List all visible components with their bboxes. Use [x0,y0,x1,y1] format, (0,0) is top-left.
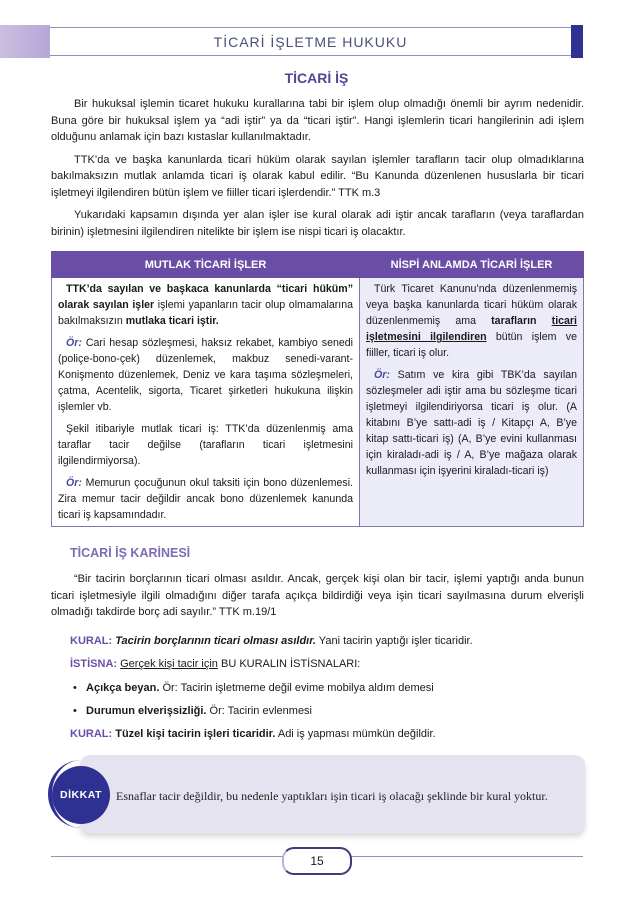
rule-1: KURAL: Tacirin borçlarının ticari olması asıldır. Yani tacirin yaptığı işler ticaridir. [70,635,473,647]
list-item: • Açıkça beyan. Ör: Tacirin işletmeme değil evime mobilya aldım demesi [73,682,434,694]
header-rule-bottom [50,55,571,56]
footer-rule-left [51,856,283,857]
absolute-cell: TTK’da sayılan ve başkaca kanunlarda “ticari hüküm” olarak sayılan işler işlemi yapanların tacir olup olmamalarına bakılmaksızın mutlaka ticari iştir. Ör: Cari hesap sözleşmesi, haksız rekabet, kambiyo senedi (poliçe-bono-çek) düzenlemek, makbuz senedi-varant-Konişmento düzenlemek, Deniz ve kara taşıma sözleşmeleri, çatma, Acentelik, sigorta, Ticaret şirketleri hukukuna ilişkin işlemler vb. Şekil itibariyle mutlak ticari iş: TTK’da düzenlenmiş ama taraflar tacir değilse (tarafların ticari işletmesini ilgilendirmiyorsa). Ör: Memurun çocuğunun okul taksiti için bono düzenlemesi. Zira memur tacir değildir ancak bono düzenlemek kanunda ticari iş kapsamındadır. [52,278,360,527]
example-label: Ör: [66,337,82,349]
example-label: Ör: [374,369,390,381]
exception: İSTİSNA: Gerçek kişi tacir için BU KURALIN İSTİSNALARI: [70,658,361,670]
running-header: TİCARİ İŞLETME HUKUKU [213,34,408,50]
header-accent-right [571,25,583,58]
comparison-table [51,251,584,527]
example-label: Ör: [66,477,82,489]
intro-paragraph: Bir hukuksal işlemin ticaret hukuku kurallarına tabi bir işlem olup olmadığı önemli bir ayrım nedenidir. Buna göre bir hukuksal işlem ya “adi iştir” ya da “ticari iştir”. Hangi işlemlerin ticari hangilerinin adi işlem olduğunu anlamak için bazı kıstaslar kullanılmaktadır. [51,98,584,143]
header-accent-left [0,25,50,58]
attention-badge: DİKKAT [52,766,110,824]
karine-quote: “Bir tacirin borçlarının ticari olması asıldır. Ancak, gerçek kişi olan bir tacir, işlemi yaptığı anda bunun ticari işletmesiyle ilgili olmadığını diğer tarafa açıkça bildirdiği veya işin ticari sayılmasına durum elverişli olmadığı takdirde borç adi sayılır.” TTK m.19/1 [51,573,584,618]
intro-paragraph: TTK’da ve başka kanunlarda ticari hüküm olarak sayılan işlemler tarafların tacir olup olmadıklarına bakılmaksızın mutlak anlamda ticari iş olarak kabul edilir. “Bu Kanunda düzenlenen hususlarla bir ticari işletmeyi ilgilendiren bütün işlem ve fiiller ticari işlerdendir.” TTK m.3 [51,153,584,199]
relative-cell: Türk Ticaret Kanunu’nda düzenlenmemiş veya başka kanunlarda ticari hüküm olarak düzenlenmemiş ama tarafların ticari işletmesini ilgilendiren bütün işlem ve fiiller, ticari iş olur. Ör: Satım ve kira gibi TBK’da sayılan sözleşmeler adi iştir ama bu sözleşme ticari işletmeyi ilgilendiriyorsa ticari iş olur. (A kitabını B’ye sattı-adi iş / Kitapçı A, B’ye kitap sattı-ticari iş) (A, B’ye evini kullanması için kiraladı-adi iş / A, B’ye mağaza olarak kullanması için işyerini kiraladı-ticari iş) [360,278,584,527]
subsection-title: TİCARİ İŞ KARİNESİ [70,546,191,560]
header-rule-top [50,27,571,28]
intro-text [51,96,584,246]
intro-paragraph: Yukarıdaki kapsamın dışında yer alan işler ise kural olarak adi iştir ancak tarafların (veya taraflardan birinin) işletmesini ilgilendiren nitelikte bir işlem ise nispi ticari iş olacaktır. [51,209,584,238]
table-header-relative: NİSPİ ANLAMDA TİCARİ İŞLER [360,252,584,278]
table-header-absolute: MUTLAK TİCARİ İŞLER [52,252,360,278]
footer-rule-right [350,856,583,857]
page-number: 15 [282,847,352,875]
callout-text: Esnaflar tacir değildir, bu nedenle yaptıkları işin ticari iş olacağı şeklinde bir kural yoktur. [116,789,548,803]
list-item: • Durumun elverişsizliği. Ör: Tacirin evlenmesi [73,705,313,717]
rule-2: KURAL: Tüzel kişi tacirin işleri ticaridir. Adi iş yapması mümkün değildir. [70,728,436,740]
section-title: TİCARİ İŞ [284,70,349,86]
